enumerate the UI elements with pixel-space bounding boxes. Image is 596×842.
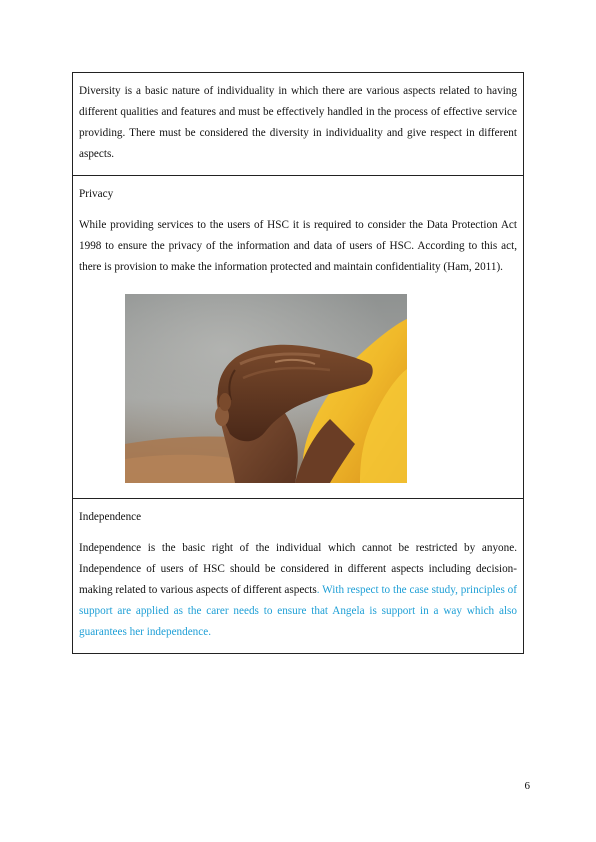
diversity-paragraph: Diversity is a basic nature of individuality in which there are various aspects related to having different qualities and features and must be effectively handled in the process of effective service providing. There must be considered the diversity in individuality and give respect in different aspects. xyxy=(79,85,517,160)
clasped-hands-photo xyxy=(125,294,407,483)
content-table xyxy=(72,72,524,654)
independence-heading: Independence xyxy=(79,511,142,523)
privacy-heading: Privacy xyxy=(79,188,114,200)
independence-body: Independence is the basic right of the individual which cannot be restricted by anyone. Independence of users of HSC should be considered in different aspects including decision-making related to various aspects of different aspects xyxy=(79,542,517,596)
independence-cell xyxy=(73,498,523,653)
privacy-cell xyxy=(73,175,523,498)
diversity-cell xyxy=(73,73,523,175)
case-study-highlight: . With respect to the case study, principles of support are applied as the carer needs to ensure that Angela is support in a way which also guarantees her independence. xyxy=(79,584,517,638)
page-number: 6 xyxy=(524,780,530,792)
independence-paragraph xyxy=(79,538,517,643)
privacy-paragraph: While providing services to the users of HSC it is required to consider the Data Protection Act 1998 to ensure the privacy of the information and data of users of HSC. According to this act, there is provision to make the information protected and maintain confidentiality (Ham, 2011). xyxy=(79,219,517,273)
